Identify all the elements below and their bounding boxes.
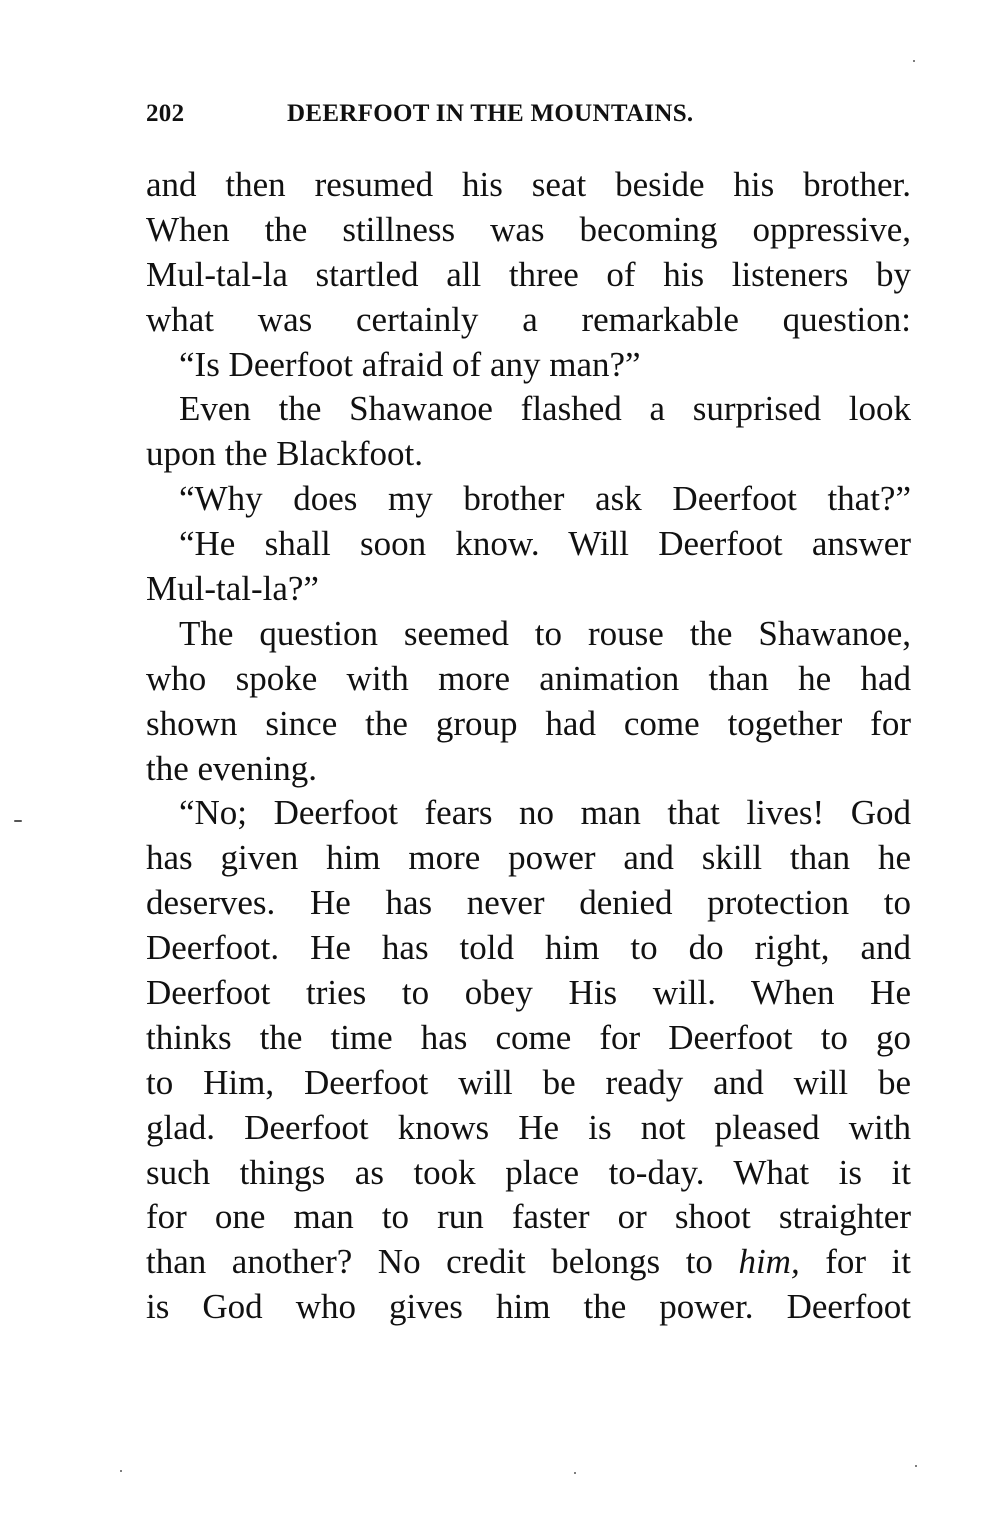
- emphasized-word: him,: [738, 1242, 800, 1282]
- running-title: DEERFOOT IN THE MOUNTAINS.: [287, 100, 694, 127]
- text-line: The question seemed to rouse the Shawanoe,: [179, 613, 911, 653]
- scan-speck: [915, 1465, 917, 1467]
- text-line: glad. Deerfoot knows He is not pleased with: [146, 1107, 911, 1147]
- text-line: shown since the group had come together for: [146, 703, 911, 743]
- text-line: “Why does my brother ask Deerfoot that?”: [179, 479, 911, 519]
- text-line: what was certainly a remarkable question:: [146, 299, 911, 339]
- text-segment: than another? No credit belongs to: [146, 1242, 739, 1282]
- text-line: deserves. He has never denied protection to: [146, 883, 911, 923]
- scan-speck: [120, 1470, 122, 1472]
- scan-speck: [913, 60, 915, 62]
- page-number: 202: [146, 100, 185, 127]
- text-line: Mul-tal-la?”: [146, 569, 319, 609]
- scan-speck: [14, 820, 22, 822]
- text-line: the evening.: [146, 748, 318, 788]
- text-line: Deerfoot tries to obey His will. When He: [146, 973, 911, 1013]
- text-line: is God who gives him the power. Deerfoot: [146, 1287, 911, 1327]
- text-line: has given him more power and skill than he: [146, 838, 911, 878]
- text-line: and then resumed his seat beside his brother.: [146, 165, 911, 204]
- text-line: upon the Blackfoot.: [146, 434, 424, 474]
- text-line: for one man to run faster or shoot straighter: [146, 1197, 911, 1237]
- text-line: to Him, Deerfoot will be ready and will be: [146, 1062, 911, 1102]
- text-line: Mul-tal-la startled all three of his listeners by: [146, 254, 911, 294]
- body-text: [146, 163, 911, 1330]
- text-segment: for it: [799, 1242, 911, 1282]
- scan-speck: [574, 1472, 576, 1474]
- text-line: Deerfoot. He has told him to do right, and: [146, 928, 911, 968]
- text-line: “Is Deerfoot afraid of any man?”: [179, 344, 641, 384]
- text-line: “No; Deerfoot fears no man that lives! God: [179, 793, 911, 833]
- text-line-with-emphasis: [146, 1240, 911, 1285]
- text-line: When the stillness was becoming oppressive,: [146, 209, 911, 249]
- text-line: “He shall soon know. Will Deerfoot answer: [179, 524, 911, 564]
- text-line: thinks the time has come for Deerfoot to go: [146, 1017, 911, 1057]
- text-line: who spoke with more animation than he had: [146, 658, 911, 698]
- text-line: Even the Shawanoe flashed a surprised look: [179, 389, 911, 429]
- running-head: [146, 100, 836, 140]
- text-line: such things as took place to-day. What is it: [146, 1152, 911, 1192]
